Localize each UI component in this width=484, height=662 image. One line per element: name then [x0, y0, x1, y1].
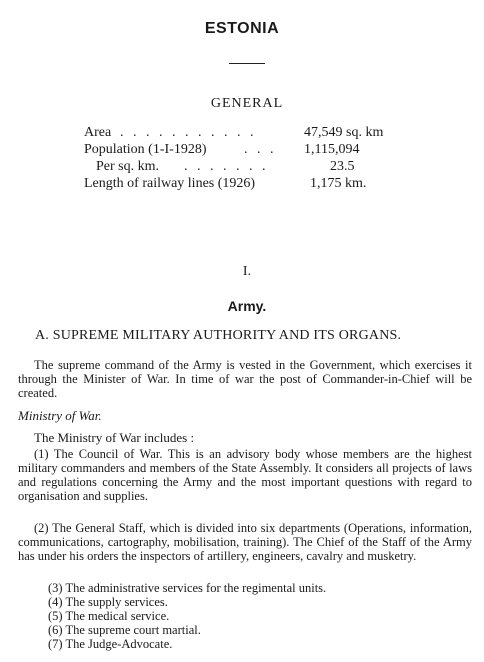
section-a-paragraph: The supreme command of the Army is vested in the Government, which exercises it through the Minister of War. In time of war the post of Commander-in-Chief will be created. — [18, 358, 472, 400]
stat-value: 47,549 sq. km — [304, 125, 384, 140]
section-general-heading: GENERAL — [210, 96, 284, 111]
list-item: (6) The supreme court martial. — [48, 623, 201, 637]
chapter-number: I. — [242, 264, 252, 279]
stat-row-area — [84, 124, 424, 141]
leader-dots: . . . . . . . . . . . — [120, 125, 257, 140]
stat-label: Population (1-I-1928) — [84, 142, 207, 157]
section-a-heading: A. SUPREME MILITARY AUTHORITY AND ITS ORGANS. — [35, 328, 402, 343]
list-item: (4) The supply services. — [48, 595, 168, 609]
title-rule — [229, 63, 265, 64]
list-item: (5) The medical service. — [48, 609, 170, 623]
ministry-list — [48, 581, 326, 651]
leader-dots: . . . — [244, 142, 277, 157]
list-item: (3) The administrative services for the regimental units. — [48, 581, 327, 595]
stat-row-railway — [84, 175, 424, 192]
ministry-intro: The Ministry of War includes : — [34, 430, 195, 445]
general-stats-table — [84, 124, 424, 192]
leader-dots: . . . . . . . — [184, 159, 269, 174]
stat-value: 23.5 — [330, 159, 355, 174]
stat-row-population — [84, 141, 424, 158]
stat-label: Area — [84, 125, 112, 140]
stat-value: 1,115,094 — [304, 142, 360, 157]
country-title: ESTONIA — [204, 20, 280, 37]
stat-label: Per sq. km. — [96, 159, 159, 174]
list-item: (7) The Judge-Advocate. — [48, 637, 173, 651]
stat-label: Length of railway lines (1926) — [84, 176, 256, 191]
ministry-item-2: (2) The General Staff, which is divided into six departments (Operations, information, communications, cartography, mobilisation, training). The Chief of the Staff of the Army has under his orders the inspectors of artillery, engineers, cavalry and musketry. — [18, 521, 472, 563]
stat-value: 1,175 km. — [310, 176, 367, 191]
stat-row-density — [84, 158, 424, 175]
ministry-heading: Ministry of War. — [18, 408, 102, 423]
chapter-title: Army. — [227, 298, 267, 314]
ministry-item-1: (1) The Council of War. This is an advisory body whose members are the highest military commanders and members of the State Assembly. It considers all projects of laws and regulations concerning the Army and the most important questions with regard to organisation and supplies. — [18, 447, 472, 503]
